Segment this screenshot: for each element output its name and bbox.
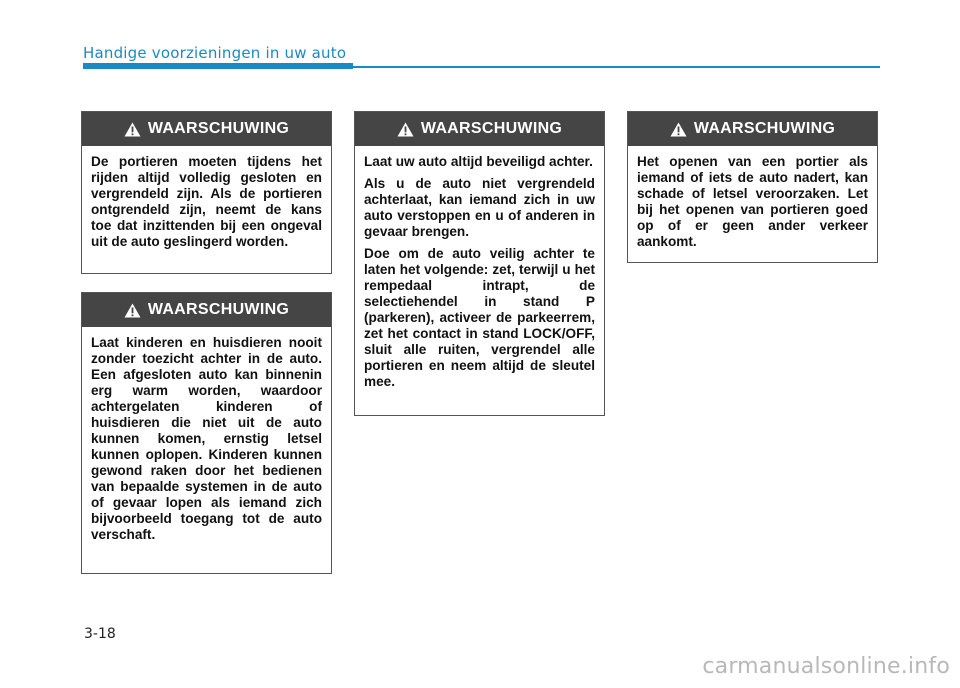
warning-heading: WAARSCHUWING <box>147 120 290 137</box>
warning-heading: WAARSCHUWING <box>147 301 290 318</box>
warning-text: De portieren moeten tijdens het rijden altijd volledig gesloten en vergrendeld zijn. Als de portieren ontgrendeld zijn, neemt de kans toe dat inzittenden bij een ongeval uit de auto geslingerd worden. <box>91 154 322 249</box>
warning-text: Laat kinderen en huisdieren nooit zonder toezicht achter in de auto. Een afgesloten auto kan binnenin erg warm worden, waardoor achtergelaten kinderen of huisdieren die niet uit de auto kunnen komen, ernstig letsel kunnen oplopen. Kinderen kunnen gewond raken door het bedienen van bepaalde systemen in de auto of gevaar lopen als iemand zich bijvoorbeeld toegang tot de auto verschaft. <box>91 335 322 542</box>
header-accent-bar <box>83 63 353 69</box>
warning-body <box>82 327 331 543</box>
page-number: 3-18 <box>84 626 116 642</box>
warning-body <box>82 146 331 250</box>
watermark: carmanualsonline.info <box>702 654 950 679</box>
warning-heading: WAARSCHUWING <box>420 120 563 137</box>
header-rule <box>353 66 880 68</box>
warning-text: Doe om de auto veilig achter te laten het volgende: zet, terwijl u het rempedaal intrapt, de selectiehendel in stand P (parkeren), activeer de parkeerrem, zet het contact in stand LOCK/OFF, sluit alle ruiten, vergrendel alle portieren en neem altijd de sleutel mee. <box>364 246 595 389</box>
warning-header <box>628 112 877 146</box>
warning-box-kinderen-huisdieren <box>81 292 332 574</box>
warning-body <box>355 146 604 390</box>
warning-body <box>628 146 877 250</box>
warning-box-portieren-gesloten <box>81 111 332 274</box>
warning-heading: WAARSCHUWING <box>693 120 836 137</box>
warning-triangle-icon <box>397 122 414 137</box>
warning-text: Het openen van een portier als iemand of iets de auto nadert, kan schade of letsel veroorzaken. Let bij het openen van portieren goed op of er geen ander verkeer aankomt. <box>637 154 868 249</box>
warning-triangle-icon <box>670 122 687 137</box>
warning-header <box>82 112 331 146</box>
warning-triangle-icon <box>124 303 141 318</box>
warning-box-portier-openen <box>627 111 878 263</box>
warning-header <box>82 293 331 327</box>
warning-header <box>355 112 604 146</box>
warning-triangle-icon <box>124 122 141 137</box>
section-title: Handige voorzieningen in uw auto <box>83 44 347 62</box>
warning-text: Laat uw auto altijd beveiligd achter. <box>364 154 593 169</box>
warning-box-auto-beveiligd <box>354 111 605 416</box>
warning-text: Als u de auto niet vergrendeld achterlaat, kan iemand zich in uw auto verstoppen en u of anderen in gevaar brengen. <box>364 176 595 239</box>
